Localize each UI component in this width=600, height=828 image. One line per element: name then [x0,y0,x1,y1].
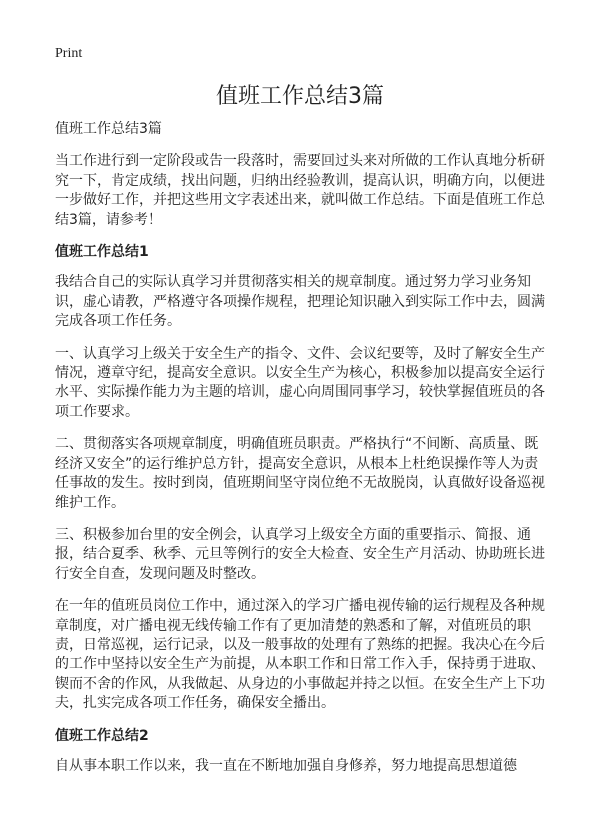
intro-paragraph: 当工作进行到一定阶段或告一段落时，需要回过头来对所做的工作认真地分析研究一下，肯定成绩，找出问题，归纳出经验教训，提高认识，明确方向，以便进一步做好工作，并把这些用文字表述出来，就叫做工作总结。下面是值班工作总结3篇，请参考！ [55,153,545,228]
print-link[interactable]: Print [55,46,83,61]
paragraph: 三、积极参加台里的安全例会，认真学习上级安全方面的重要指示、简报、通报，结合夏季、秋季、元旦等例行的安全大检查、安全生产月活动、协助班长进行安全自查，发现问题及时整改。 [55,526,545,582]
paragraph: 在一年的值班员岗位工作中，通过深入的学习广播电视传输的运行规程及各种规章制度，对广播电视无线传输工作有了更加清楚的熟悉和了解，对值班员的职责，日常巡视，运行记录，以及一般事故的处理有了熟练的把握。我决心在今后的工作中坚持以安全生产为前提，从本职工作和日常工作入手，保持勇于进取、锲而不舍的作风，从我做起、从身边的小事做起并持之以恒。在安全生产上下功夫，扎实完成各项工作任务，确保安全播出。 [55,598,545,712]
section-heading: 值班工作总结1 [55,244,149,261]
page-title: 值班工作总结3篇 [216,84,384,109]
section-heading: 值班工作总结2 [55,727,149,744]
paragraph: 一、认真学习上级关于安全生产的指令、文件、会议纪要等，及时了解安全生产情况，遵章守纪，提高安全意识。以安全生产为核心，积极参加以提高安全运行水平、实际操作能力为主题的培训，虚心向周围同事学习，较快掌握值班员的各项工作要求。 [55,345,545,420]
document-body [55,120,548,789]
paragraph: 自从事本职工作以来，我一直在不断地加强自身修养，努力地提高思想道德 [55,757,517,774]
subtitle: 值班工作总结3篇 [55,121,162,137]
paragraph: 我结合自己的实际认真学习并贯彻落实相关的规章制度。通过努力学习业务知识，虚心请教，严格遵守各项操作规程，把理论知识融入到实际工作中去，圆满完成各项工作任务。 [55,274,545,330]
paragraph: 二、贯彻落实各项规章制度，明确值班员职责。严格执行“不间断、高质量、既经济又安全”的运行维护总方针，提高安全意识，从根本上杜绝误操作等人为责任事故的发生。按时到岗，值班期间坚守岗位绝不无故脱岗，认真做好设备巡视维护工作。 [55,436,545,511]
